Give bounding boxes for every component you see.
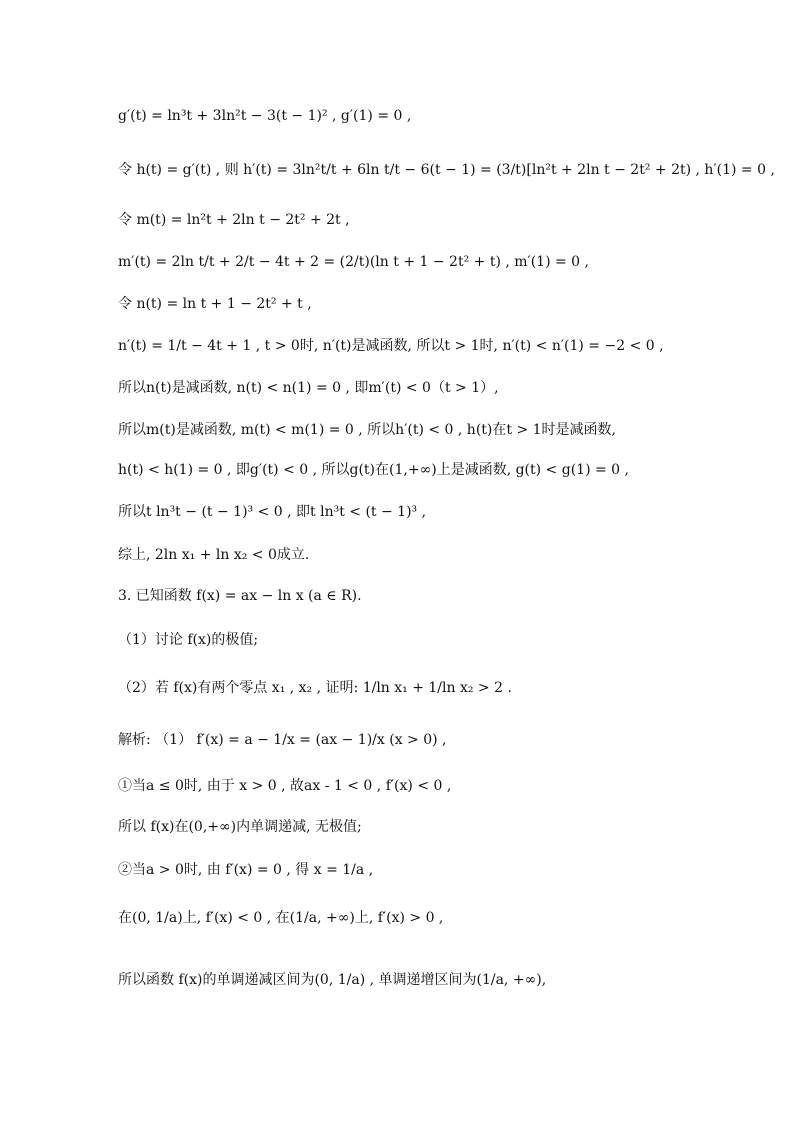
text-line: 所以函数 f(x)的单调递减区间为(0, 1/a) , 单调递增区间为(1/a, +∞), — [118, 972, 547, 988]
text-line: 所以n(t)是减函数, n(t) < n(1) = 0 , 即m′(t) < 0（t > 1）, — [118, 380, 499, 396]
text-line: 解析: （1） f′(x) = a − 1/x = (ax − 1)/x (x > 0) , — [118, 732, 447, 748]
text-line: ②当a > 0时, 由 f′(x) = 0 , 得 x = 1/a , — [118, 862, 374, 878]
text-line: h(t) < h(1) = 0 , 即g′(t) < 0 , 所以g(t)在(1,+∞)上是减函数, g(t) < g(1) = 0 , — [118, 462, 629, 478]
text-line: n′(t) = 1/t − 4t + 1 , t > 0时, n′(t)是减函数, 所以t > 1时, n′(t) < n′(1) = −2 < 0 , — [118, 338, 664, 354]
text-line: ①当a ≤ 0时, 由于 x > 0 , 故ax - 1 < 0 , f′(x) < 0 , — [118, 778, 452, 794]
text-line: 综上, 2ln x₁ + ln x₂ < 0成立. — [118, 547, 310, 563]
question-title: 3. 已知函数 f(x) = ax − ln x (a ∈ R). — [118, 588, 362, 604]
text-line: （1）讨论 f(x)的极值; — [118, 632, 259, 648]
text-line: 令 m(t) = ln²t + 2ln t − 2t² + 2t , — [118, 212, 350, 228]
text-line: 令 n(t) = ln t + 1 − 2t² + t , — [118, 296, 312, 312]
text-line: g′(t) = ln³t + 3ln²t − 3(t − 1)² , g′(1) = 0 , — [118, 108, 412, 124]
text-line: 令 h(t) = g′(t) , 则 h′(t) = 3ln²t/t + 6ln t/t − 6(t − 1) = (3/t)[ln²t + 2ln t − 2t² + 2t) , h′(1) = 0 , — [118, 162, 775, 178]
text-line: （2）若 f(x)有两个零点 x₁ , x₂ , 证明: 1/ln x₁ + 1/ln x₂ > 2 . — [118, 680, 512, 696]
text-line: 所以t ln³t − (t − 1)³ < 0 , 即t ln³t < (t − 1)³ , — [118, 504, 427, 520]
text-line: 所以m(t)是减函数, m(t) < m(1) = 0 , 所以h′(t) < 0 , h(t)在t > 1时是减函数, — [118, 422, 616, 438]
text-line: 在(0, 1/a)上, f′(x) < 0 , 在(1/a, +∞)上, f′(x) > 0 , — [118, 910, 444, 926]
text-line: 所以 f(x)在(0,+∞)内单调递减, 无极值; — [118, 819, 362, 835]
text-line: m′(t) = 2ln t/t + 2/t − 4t + 2 = (2/t)(ln t + 1 − 2t² + t) , m′(1) = 0 , — [118, 254, 589, 270]
